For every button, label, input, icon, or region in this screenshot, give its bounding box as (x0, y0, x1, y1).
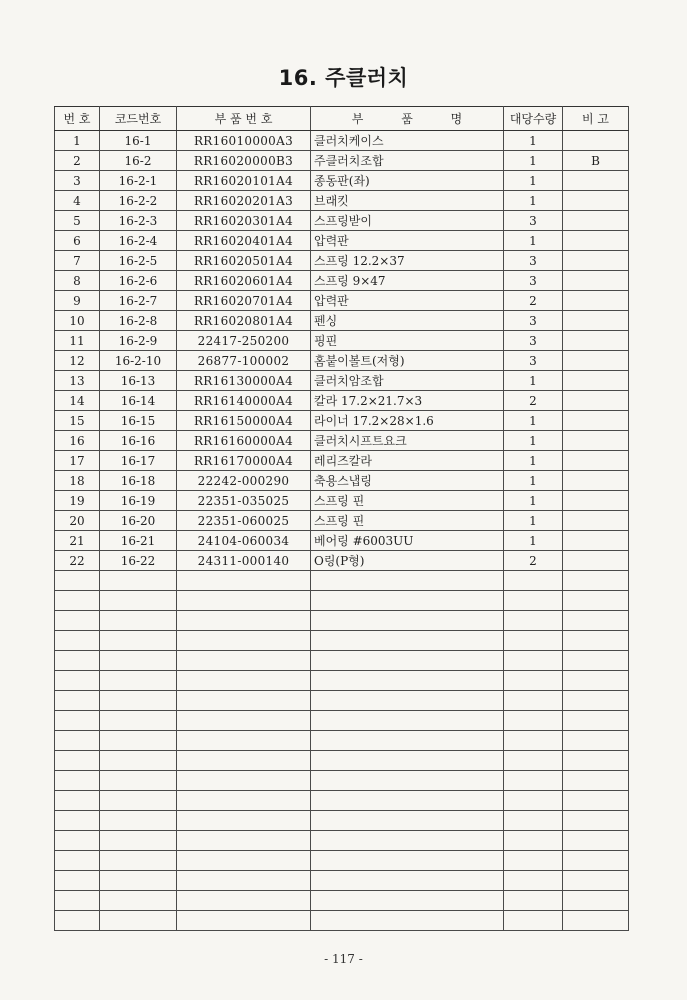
cell-quantity: 1 (504, 411, 563, 431)
cell-note (563, 511, 629, 531)
empty-table-row (55, 811, 629, 831)
cell-part-name: 압력판 (311, 231, 504, 251)
cell-code (100, 751, 177, 771)
column-header-note: 비 고 (563, 107, 629, 131)
cell-quantity (504, 811, 563, 831)
cell-code: 16-21 (100, 531, 177, 551)
table-row (55, 151, 629, 171)
cell-part-number (177, 891, 311, 911)
cell-quantity (504, 871, 563, 891)
cell-code (100, 731, 177, 751)
cell-quantity: 1 (504, 151, 563, 171)
table-row (55, 471, 629, 491)
cell-code: 16-2-9 (100, 331, 177, 351)
cell-part-name: 홈붙이볼트(저형) (311, 351, 504, 371)
cell-code (100, 831, 177, 851)
cell-quantity (504, 691, 563, 711)
empty-table-row (55, 911, 629, 931)
cell-note (563, 811, 629, 831)
cell-quantity: 1 (504, 231, 563, 251)
cell-part-name (311, 571, 504, 591)
cell-code (100, 891, 177, 911)
cell-note (563, 231, 629, 251)
page-title: 16. 주클러치 (278, 66, 409, 90)
cell-part-number: RR16020401A4 (177, 231, 311, 251)
cell-part-name: 펜싱 (311, 311, 504, 331)
cell-note (563, 291, 629, 311)
empty-table-row (55, 611, 629, 631)
cell-part-number (177, 851, 311, 871)
cell-part-number (177, 911, 311, 931)
table-row (55, 331, 629, 351)
cell-part-number: RR16170000A4 (177, 451, 311, 471)
cell-no (55, 571, 100, 591)
empty-table-row (55, 571, 629, 591)
cell-code (100, 591, 177, 611)
cell-part-name: 스프링 9×47 (311, 271, 504, 291)
table-row (55, 231, 629, 251)
cell-code: 16-2-4 (100, 231, 177, 251)
empty-table-row (55, 691, 629, 711)
cell-quantity (504, 731, 563, 751)
cell-quantity (504, 711, 563, 731)
empty-table-row (55, 831, 629, 851)
cell-part-number (177, 691, 311, 711)
cell-code: 16-2-10 (100, 351, 177, 371)
cell-part-name (311, 651, 504, 671)
cell-part-name (311, 591, 504, 611)
cell-quantity (504, 651, 563, 671)
cell-quantity: 2 (504, 551, 563, 571)
table-row (55, 271, 629, 291)
parts-table (54, 106, 629, 931)
cell-part-name: 칼라 17.2×21.7×3 (311, 391, 504, 411)
cell-code: 16-2-2 (100, 191, 177, 211)
cell-no: 1 (55, 131, 100, 151)
cell-code: 16-13 (100, 371, 177, 391)
cell-part-number: RR16140000A4 (177, 391, 311, 411)
cell-part-name: 레리즈칼라 (311, 451, 504, 471)
cell-part-number (177, 751, 311, 771)
cell-note (563, 351, 629, 371)
cell-no (55, 891, 100, 911)
cell-no: 16 (55, 431, 100, 451)
cell-quantity (504, 771, 563, 791)
cell-code: 16-19 (100, 491, 177, 511)
cell-no (55, 871, 100, 891)
cell-code (100, 871, 177, 891)
table-row (55, 191, 629, 211)
cell-no (55, 771, 100, 791)
cell-code (100, 851, 177, 871)
cell-no (55, 711, 100, 731)
cell-note (563, 731, 629, 751)
cell-code (100, 671, 177, 691)
cell-no (55, 611, 100, 631)
cell-part-number: RR16020201A3 (177, 191, 311, 211)
cell-note (563, 571, 629, 591)
cell-code (100, 811, 177, 831)
cell-part-number (177, 771, 311, 791)
cell-part-name (311, 691, 504, 711)
cell-part-number: RR16130000A4 (177, 371, 311, 391)
cell-quantity: 2 (504, 291, 563, 311)
cell-code: 16-20 (100, 511, 177, 531)
empty-table-row (55, 711, 629, 731)
empty-table-row (55, 751, 629, 771)
cell-code (100, 631, 177, 651)
cell-note (563, 491, 629, 511)
cell-no: 6 (55, 231, 100, 251)
cell-note (563, 771, 629, 791)
cell-quantity: 1 (504, 511, 563, 531)
cell-no (55, 751, 100, 771)
cell-note (563, 311, 629, 331)
cell-quantity: 1 (504, 471, 563, 491)
cell-quantity: 1 (504, 531, 563, 551)
cell-note (563, 911, 629, 931)
cell-code: 16-17 (100, 451, 177, 471)
cell-quantity: 1 (504, 451, 563, 471)
cell-no: 20 (55, 511, 100, 531)
cell-part-name: 스프링 12.2×37 (311, 251, 504, 271)
table-row (55, 371, 629, 391)
page-number: - 117 - (324, 952, 363, 966)
cell-note (563, 371, 629, 391)
cell-code (100, 651, 177, 671)
column-header-no: 번 호 (55, 107, 100, 131)
cell-quantity: 1 (504, 371, 563, 391)
cell-part-number: RR16010000A3 (177, 131, 311, 151)
cell-no (55, 791, 100, 811)
cell-note (563, 591, 629, 611)
cell-quantity: 3 (504, 211, 563, 231)
cell-note (563, 411, 629, 431)
cell-note (563, 131, 629, 151)
cell-quantity: 2 (504, 391, 563, 411)
cell-quantity (504, 851, 563, 871)
cell-quantity (504, 671, 563, 691)
empty-table-row (55, 771, 629, 791)
cell-quantity: 1 (504, 171, 563, 191)
cell-no (55, 651, 100, 671)
cell-part-name: 종동판(좌) (311, 171, 504, 191)
cell-quantity (504, 791, 563, 811)
column-header-code: 코드번호 (100, 107, 177, 131)
parts-table-header (55, 107, 629, 131)
table-row (55, 171, 629, 191)
cell-part-number: RR16020801A4 (177, 311, 311, 331)
table-row (55, 511, 629, 531)
cell-code: 16-14 (100, 391, 177, 411)
cell-code: 16-22 (100, 551, 177, 571)
table-row (55, 211, 629, 231)
cell-part-name: 스프링 핀 (311, 511, 504, 531)
cell-part-name (311, 791, 504, 811)
cell-code: 16-15 (100, 411, 177, 431)
cell-code (100, 571, 177, 591)
table-row (55, 551, 629, 571)
cell-no: 22 (55, 551, 100, 571)
cell-code (100, 771, 177, 791)
cell-quantity (504, 891, 563, 911)
cell-note (563, 851, 629, 871)
cell-note (563, 611, 629, 631)
empty-table-row (55, 891, 629, 911)
cell-code: 16-1 (100, 131, 177, 151)
cell-part-name (311, 731, 504, 751)
cell-part-number (177, 571, 311, 591)
cell-part-number: RR16160000A4 (177, 431, 311, 451)
cell-part-name (311, 631, 504, 651)
cell-part-number (177, 811, 311, 831)
cell-part-number: RR16150000A4 (177, 411, 311, 431)
table-row (55, 391, 629, 411)
cell-quantity: 3 (504, 351, 563, 371)
cell-note (563, 191, 629, 211)
cell-note: B (563, 151, 629, 171)
cell-part-name (311, 671, 504, 691)
cell-part-number (177, 791, 311, 811)
cell-part-name (311, 851, 504, 871)
cell-no: 21 (55, 531, 100, 551)
table-row (55, 431, 629, 451)
cell-code: 16-2-3 (100, 211, 177, 231)
table-row (55, 311, 629, 331)
cell-part-name (311, 831, 504, 851)
cell-no: 12 (55, 351, 100, 371)
cell-note (563, 671, 629, 691)
cell-no (55, 671, 100, 691)
cell-part-number (177, 671, 311, 691)
cell-part-name: 핑핀 (311, 331, 504, 351)
cell-part-name (311, 891, 504, 911)
cell-no: 8 (55, 271, 100, 291)
cell-part-name: 클러치시프트요크 (311, 431, 504, 451)
empty-table-row (55, 851, 629, 871)
cell-no (55, 731, 100, 751)
empty-table-row (55, 671, 629, 691)
cell-note (563, 171, 629, 191)
empty-table-row (55, 731, 629, 751)
cell-note (563, 211, 629, 231)
cell-code: 16-2 (100, 151, 177, 171)
column-header-part-number: 부 품 번 호 (177, 107, 311, 131)
cell-no: 3 (55, 171, 100, 191)
cell-part-number: RR16020301A4 (177, 211, 311, 231)
cell-quantity (504, 911, 563, 931)
cell-part-number (177, 711, 311, 731)
cell-part-name (311, 871, 504, 891)
empty-table-row (55, 791, 629, 811)
cell-code: 16-18 (100, 471, 177, 491)
cell-code: 16-2-7 (100, 291, 177, 311)
cell-quantity (504, 571, 563, 591)
cell-part-name: 브래킷 (311, 191, 504, 211)
cell-code (100, 711, 177, 731)
cell-no: 19 (55, 491, 100, 511)
cell-part-number: RR16020101A4 (177, 171, 311, 191)
cell-no (55, 591, 100, 611)
cell-quantity: 1 (504, 491, 563, 511)
cell-quantity: 3 (504, 331, 563, 351)
column-header-quantity: 대당수량 (504, 107, 563, 131)
cell-note (563, 551, 629, 571)
cell-quantity (504, 751, 563, 771)
cell-code: 16-2-8 (100, 311, 177, 331)
cell-no: 11 (55, 331, 100, 351)
cell-part-name: 베어링 #6003UU (311, 531, 504, 551)
cell-part-number: 24311-000140 (177, 551, 311, 571)
cell-note (563, 271, 629, 291)
cell-code (100, 611, 177, 631)
cell-part-number: RR16020601A4 (177, 271, 311, 291)
cell-no: 18 (55, 471, 100, 491)
cell-note (563, 531, 629, 551)
table-row (55, 411, 629, 431)
cell-code: 16-2-6 (100, 271, 177, 291)
cell-quantity (504, 591, 563, 611)
cell-no: 7 (55, 251, 100, 271)
cell-part-name: 클러치케이스 (311, 131, 504, 151)
cell-part-name (311, 771, 504, 791)
table-row (55, 451, 629, 471)
cell-code: 16-16 (100, 431, 177, 451)
cell-part-number: 24104-060034 (177, 531, 311, 551)
cell-part-number: 26877-100002 (177, 351, 311, 371)
cell-quantity: 3 (504, 271, 563, 291)
cell-quantity: 1 (504, 131, 563, 151)
cell-note (563, 711, 629, 731)
cell-part-number (177, 651, 311, 671)
cell-quantity: 1 (504, 431, 563, 451)
cell-quantity (504, 831, 563, 851)
cell-no (55, 811, 100, 831)
cell-code: 16-2-5 (100, 251, 177, 271)
cell-part-number (177, 591, 311, 611)
cell-part-name: 스프링받이 (311, 211, 504, 231)
cell-part-number (177, 631, 311, 651)
cell-code (100, 911, 177, 931)
cell-no (55, 911, 100, 931)
cell-note (563, 631, 629, 651)
table-row (55, 131, 629, 151)
cell-part-name (311, 611, 504, 631)
cell-no: 17 (55, 451, 100, 471)
cell-note (563, 751, 629, 771)
header-row (55, 107, 629, 131)
cell-part-name: 라이너 17.2×28×1.6 (311, 411, 504, 431)
cell-quantity: 1 (504, 191, 563, 211)
cell-part-number: RR16020701A4 (177, 291, 311, 311)
cell-no (55, 691, 100, 711)
cell-no (55, 631, 100, 651)
cell-no (55, 831, 100, 851)
empty-table-row (55, 591, 629, 611)
table-row (55, 351, 629, 371)
cell-note (563, 831, 629, 851)
cell-note (563, 451, 629, 471)
empty-table-row (55, 871, 629, 891)
cell-part-number: 22351-060025 (177, 511, 311, 531)
cell-part-name: 압력판 (311, 291, 504, 311)
cell-note (563, 651, 629, 671)
cell-part-number (177, 611, 311, 631)
cell-part-name (311, 711, 504, 731)
cell-part-number: 22351-035025 (177, 491, 311, 511)
table-row (55, 531, 629, 551)
cell-code: 16-2-1 (100, 171, 177, 191)
cell-no: 14 (55, 391, 100, 411)
table-row (55, 251, 629, 271)
parts-table-body (55, 131, 629, 931)
cell-part-name (311, 811, 504, 831)
cell-no: 15 (55, 411, 100, 431)
cell-code (100, 791, 177, 811)
cell-code (100, 691, 177, 711)
cell-note (563, 791, 629, 811)
cell-note (563, 391, 629, 411)
cell-part-name: 클러치암조합 (311, 371, 504, 391)
cell-part-name (311, 751, 504, 771)
cell-part-number (177, 831, 311, 851)
cell-no (55, 851, 100, 871)
cell-part-number: RR16020501A4 (177, 251, 311, 271)
cell-part-number: 22417-250200 (177, 331, 311, 351)
cell-note (563, 891, 629, 911)
cell-quantity: 3 (504, 311, 563, 331)
cell-note (563, 691, 629, 711)
cell-part-name: 스프링 핀 (311, 491, 504, 511)
cell-note (563, 871, 629, 891)
cell-part-number: RR16020000B3 (177, 151, 311, 171)
cell-no: 9 (55, 291, 100, 311)
cell-no: 10 (55, 311, 100, 331)
cell-part-number: 22242-000290 (177, 471, 311, 491)
cell-note (563, 251, 629, 271)
cell-part-name (311, 911, 504, 931)
cell-quantity: 3 (504, 251, 563, 271)
cell-no: 13 (55, 371, 100, 391)
cell-quantity (504, 631, 563, 651)
cell-note (563, 331, 629, 351)
cell-no: 5 (55, 211, 100, 231)
table-row (55, 291, 629, 311)
cell-part-number (177, 731, 311, 751)
cell-no: 4 (55, 191, 100, 211)
table-row (55, 491, 629, 511)
cell-part-name: 주클러치조합 (311, 151, 504, 171)
cell-note (563, 431, 629, 451)
cell-no: 2 (55, 151, 100, 171)
empty-table-row (55, 651, 629, 671)
cell-part-name: 축용스냅링 (311, 471, 504, 491)
cell-quantity (504, 611, 563, 631)
column-header-part-name: 부 품 명 (311, 107, 504, 131)
cell-part-name: O링(P형) (311, 551, 504, 571)
cell-part-number (177, 871, 311, 891)
empty-table-row (55, 631, 629, 651)
cell-note (563, 471, 629, 491)
